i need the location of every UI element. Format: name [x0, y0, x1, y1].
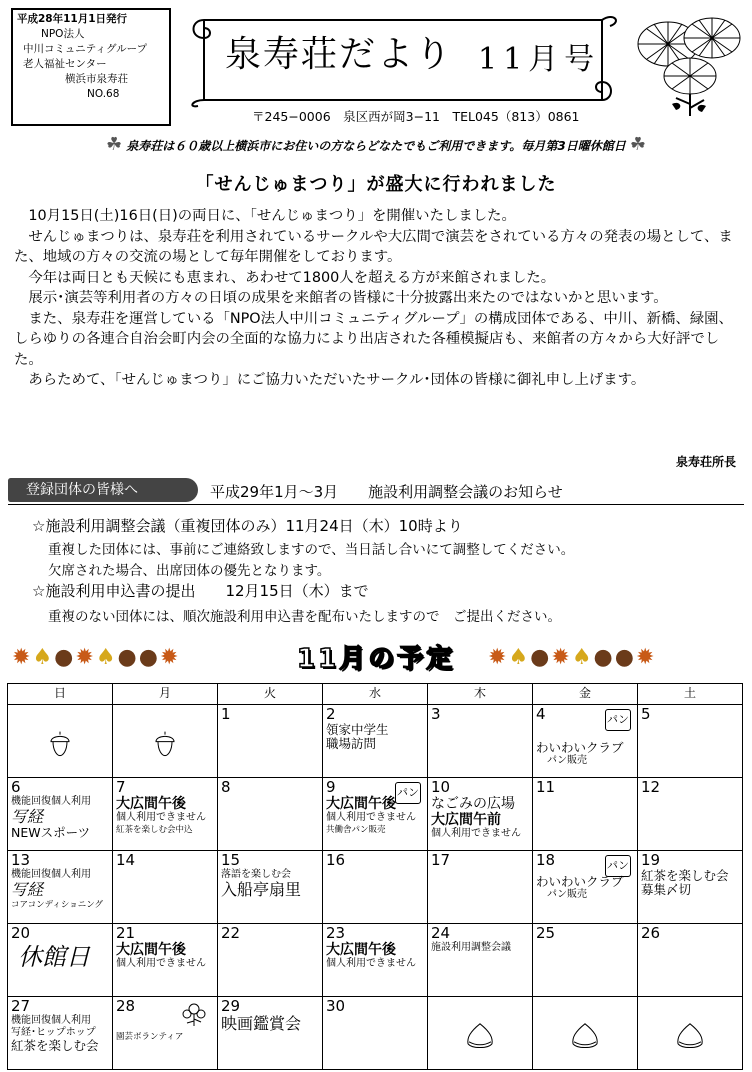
registration-title: 平成29年1月～3月 施設利用調整会議のお知らせ	[210, 483, 563, 501]
calendar-week	[8, 997, 743, 1070]
calendar-day	[428, 851, 533, 924]
day-event: 写経･ヒップホップ	[11, 1027, 96, 1038]
registration-item-application-note: 重複のない団体には、順次施設利用申込書を配布いたしますので ご提出ください。	[48, 609, 561, 625]
calendar-week	[8, 705, 743, 778]
calendar-day	[218, 778, 323, 851]
newsletter-issue: 11月号	[478, 42, 601, 77]
day-number: 8	[221, 778, 231, 796]
weekday-tue: 火	[218, 684, 323, 705]
calendar-day	[533, 778, 638, 851]
calendar-day	[428, 705, 533, 778]
day-number: 19	[641, 851, 661, 869]
bread-icon: パン	[395, 782, 421, 804]
day-number: 2	[326, 705, 336, 723]
calendar-day	[638, 705, 743, 778]
day-event: 個人利用できません	[431, 828, 521, 839]
chestnut-icon: ●	[614, 645, 636, 670]
day-number: 24	[431, 924, 451, 942]
day-event: 紅茶を楽しむ会	[11, 1038, 99, 1053]
day-event: 大広間午後	[116, 796, 186, 812]
calendar-day	[113, 924, 218, 997]
day-number: 6	[11, 778, 21, 796]
day-number: 20	[11, 924, 31, 942]
day-event: NEWスポーツ	[11, 825, 91, 840]
maple-leaf-icon: ✹	[635, 645, 657, 670]
weekday-wed: 水	[323, 684, 428, 705]
registration-divider	[8, 504, 744, 505]
eligibility-notice	[20, 134, 732, 155]
day-number: 23	[326, 924, 346, 942]
day-number: 11	[536, 778, 556, 796]
ginkgo-leaf-icon: ♠	[508, 645, 531, 670]
day-number: 30	[326, 997, 346, 1015]
november-calendar	[7, 683, 743, 1070]
chestnut-icon	[569, 1022, 601, 1050]
calendar-day	[638, 924, 743, 997]
calendar-day	[8, 778, 113, 851]
eligibility-text: 泉寿荘は６０歳以上横浜市にお住いの方ならどなたでもご利用できます。毎月第3日曜休館日	[126, 139, 626, 153]
calendar-day	[638, 851, 743, 924]
day-event: 落語を楽しむ会	[221, 869, 291, 880]
article-headline: 「せんじゅまつり」が盛大に行われました	[195, 174, 557, 195]
day-event: 写経	[11, 807, 44, 826]
acorn-icon	[49, 731, 71, 757]
maple-leaf-icon: ✹	[12, 645, 33, 670]
ginkgo-leaf-icon: ♠	[571, 645, 594, 670]
weekday-sat: 土	[638, 684, 743, 705]
registration-item-application: ☆施設利用申込書の提出 12月15日（木）まで	[32, 582, 369, 600]
calendar-empty-cell	[533, 997, 638, 1070]
day-number: 3	[431, 705, 441, 723]
day-event: 個人利用できません	[326, 958, 416, 969]
day-number: 27	[11, 997, 31, 1015]
calendar-week	[8, 851, 743, 924]
chestnut-icon: ●	[530, 645, 552, 670]
day-number: 21	[116, 924, 136, 942]
calendar-day	[533, 851, 638, 924]
chestnut-icon: ●	[138, 645, 160, 670]
day-number: 15	[221, 851, 241, 869]
day-event: 募集〆切	[641, 882, 692, 897]
day-number: 14	[116, 851, 136, 869]
day-number: 4	[536, 705, 546, 723]
calendar-title: 11月の予定	[296, 644, 456, 674]
day-event: 大広間午前	[431, 812, 501, 828]
day-event: 紅茶を楽しむ会	[641, 868, 729, 883]
center-name: 老人福祉センター	[23, 58, 107, 70]
bread-icon: パン	[605, 855, 631, 877]
issue-date: 平成28年11月1日発行	[17, 13, 128, 25]
day-event: パン販売	[547, 755, 587, 766]
day-event: なごみの広場	[431, 796, 515, 812]
maple-leaf-icon: ✹	[75, 645, 96, 670]
day-number: 13	[11, 851, 31, 869]
day-event: 共働舎パン販売	[326, 825, 386, 835]
registration-item-meeting: ☆施設利用調整会議（重複団体のみ）11月24日（木）10時より	[32, 517, 463, 535]
day-number: 17	[431, 851, 451, 869]
calendar-empty-cell	[638, 997, 743, 1070]
day-event: 機能回復個人利用	[11, 796, 91, 807]
weekday-sun: 日	[8, 684, 113, 705]
day-number: 26	[641, 924, 661, 942]
article-paragraph: せんじゅまつりは、泉寿荘を利用されているサークルや大広間で演芸をされている方々の発表の場として、また、地域の方々の交流の場として毎年開催をしております。	[14, 228, 733, 265]
day-event: パン販売	[547, 889, 587, 900]
day-event: 施設利用調整会議	[431, 942, 511, 953]
org-type: NPO法人	[41, 28, 85, 40]
article-paragraph: また、泉寿荘を運営している「NPO法人中川コミュニティグループ」の構成団体である、中川、新橋、緑園、しらゆりの各連合自治会町内会の全面的な協力により出店された各種模擬店も、来館者の方々から大好評でした。	[14, 310, 733, 368]
facility-name: 横浜市泉寿荘	[65, 73, 128, 85]
calendar-day	[428, 924, 533, 997]
calendar-week	[8, 778, 743, 851]
registration-item-meeting-note: 重複した団体には、事前にご連絡致しますので、当日話し合いにて調整してください。	[48, 542, 575, 558]
calendar-day	[323, 997, 428, 1070]
issue-number: NO.68	[87, 88, 120, 100]
calendar-day	[533, 705, 638, 778]
calendar-day	[323, 705, 428, 778]
day-event: 個人利用できません	[326, 812, 416, 823]
day-event: わいわいクラブ	[536, 740, 624, 755]
closed-day-label: 休館日	[18, 943, 90, 971]
autumn-leaves-right	[488, 645, 656, 670]
day-event: コアコンディショニング	[11, 900, 104, 910]
ginkgo-leaf-icon: ♠	[95, 645, 118, 670]
registration-label: 登録団体の皆様へ	[8, 478, 198, 502]
chrysanthemum-icon	[632, 8, 744, 118]
calendar-day	[218, 851, 323, 924]
article-paragraph: 今年は両日とも天候にも恵まれ、あわせて1800人を超える方が来館されました。	[28, 269, 556, 286]
day-number: 5	[641, 705, 651, 723]
calendar-day	[218, 924, 323, 997]
calendar-day	[428, 778, 533, 851]
day-number: 25	[536, 924, 556, 942]
day-event: 入船亭扇里	[221, 880, 302, 899]
day-event: 大広間午後	[116, 942, 186, 958]
calendar-day	[638, 778, 743, 851]
chestnut-icon: ●	[54, 645, 76, 670]
day-event: 紅茶を楽しむ会中込	[116, 825, 193, 835]
org-name: 中川コミュニティグループ	[23, 43, 148, 55]
registration-item-meeting-note: 欠席された場合、出席団体の優先となります。	[48, 563, 331, 579]
acorn-icon	[154, 731, 176, 757]
ginkgo-leaf-icon: ♠	[32, 645, 55, 670]
calendar-day	[323, 851, 428, 924]
chestnut-icon	[464, 1022, 496, 1050]
maple-leaf-icon: ✹	[159, 645, 181, 670]
day-number: 10	[431, 778, 451, 796]
day-event: 職場訪問	[326, 736, 377, 751]
day-number: 18	[536, 851, 556, 869]
calendar-empty-cell	[113, 705, 218, 778]
weekday-mon: 月	[113, 684, 218, 705]
day-event: 映画鑑賞会	[221, 1014, 302, 1033]
day-event: 領家中学生	[326, 722, 389, 737]
article-paragraph: 展示･演芸等利用者の方々の日頃の成果を来館者の皆様に十分披露出来たのではないかと思います。	[28, 290, 668, 306]
article-body	[14, 206, 740, 391]
weekday-header-row	[8, 684, 743, 705]
day-number: 7	[116, 778, 126, 796]
calendar-day	[218, 705, 323, 778]
facility-address: 〒245−0006 泉区西が岡3−11 TEL045（813）0861	[252, 109, 580, 124]
weekday-fri: 金	[533, 684, 638, 705]
publisher-info-box	[11, 8, 171, 126]
calendar-day	[113, 851, 218, 924]
article-paragraph: あらためて、「せんじゅまつり」にご協力いただいたサークル･団体の皆様に御礼申し上げます。	[28, 372, 646, 388]
calendar-week	[8, 924, 743, 997]
day-number: 16	[326, 851, 346, 869]
weekday-thu: 木	[428, 684, 533, 705]
calendar-empty-cell	[8, 705, 113, 778]
article-signature: 泉寿荘所長	[675, 455, 736, 469]
day-number: 1	[221, 705, 231, 723]
calendar-day	[323, 924, 428, 997]
day-number: 12	[641, 778, 661, 796]
day-event: 個人利用できません	[116, 958, 206, 969]
calendar-day	[8, 924, 113, 997]
chestnut-icon	[674, 1022, 706, 1050]
day-event: 写経	[11, 880, 44, 899]
chestnut-icon: ●	[117, 645, 139, 670]
day-event: 大広間午後	[326, 942, 396, 958]
day-number: 28	[116, 997, 136, 1015]
newsletter-title: 泉寿荘だより	[225, 34, 454, 75]
bread-icon: パン	[605, 709, 631, 731]
day-event: 大広間午後	[326, 796, 396, 812]
gardening-flower-icon	[179, 1001, 209, 1027]
calendar-day	[8, 851, 113, 924]
day-event: 機能回復個人利用	[11, 1015, 91, 1026]
clover-icon: ☘	[105, 134, 123, 155]
calendar-day	[218, 997, 323, 1070]
day-event: 機能回復個人利用	[11, 869, 91, 880]
calendar-empty-cell	[428, 997, 533, 1070]
day-event: わいわいクラブ	[536, 874, 624, 889]
day-number: 9	[326, 778, 336, 796]
article-paragraph: 10月15日(土)16日(日)の両日に、「せんじゅまつり」を開催いたしました。	[28, 208, 516, 224]
calendar-day	[113, 997, 218, 1070]
calendar-day	[323, 778, 428, 851]
day-event: 個人利用できません	[116, 812, 206, 823]
day-event: 園芸ボランティア	[116, 1032, 184, 1042]
maple-leaf-icon: ✹	[488, 645, 509, 670]
calendar-day	[533, 924, 638, 997]
calendar-day	[113, 778, 218, 851]
maple-leaf-icon: ✹	[551, 645, 572, 670]
day-number: 29	[221, 997, 241, 1015]
calendar-day	[8, 997, 113, 1070]
chestnut-icon: ●	[593, 645, 615, 670]
day-number: 22	[221, 924, 241, 942]
clover-icon: ☘	[629, 134, 647, 155]
